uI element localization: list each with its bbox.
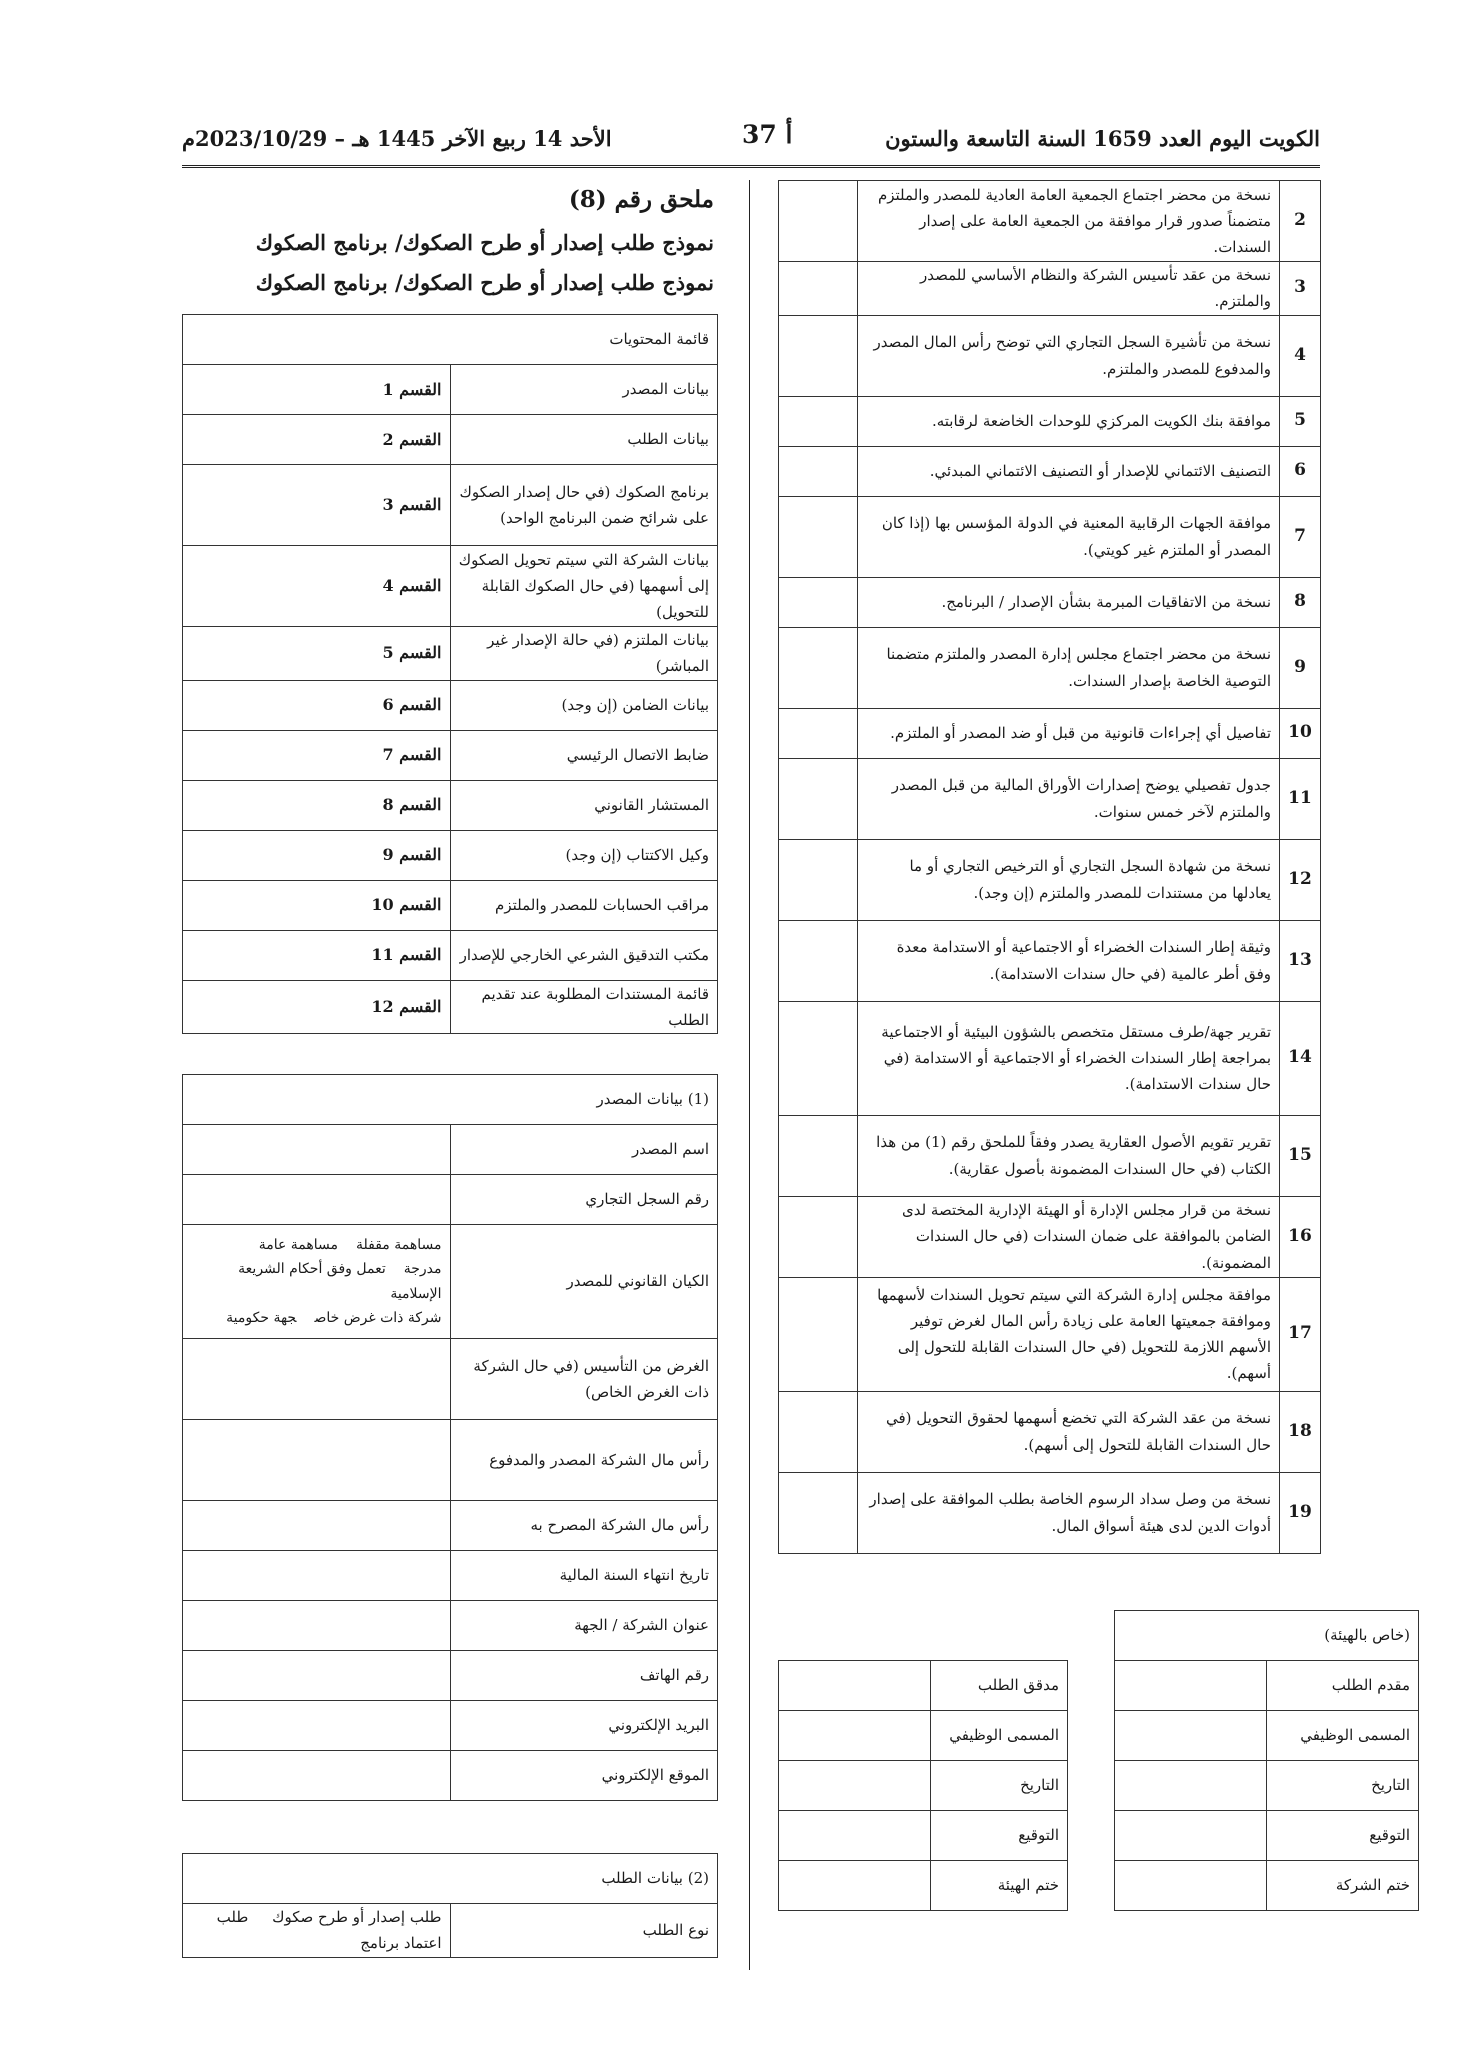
entity-option[interactable]: جهة حكومية: [226, 1310, 297, 1326]
header-rule: [182, 165, 1320, 168]
auditor-value-cell[interactable]: [779, 1811, 931, 1861]
document-row: [779, 1196, 1321, 1277]
entity-option-line: [191, 1306, 442, 1331]
document-number: 12: [1280, 839, 1321, 920]
issuer-field-label: الكيان القانوني للمصدر: [450, 1225, 718, 1339]
contents-label: ضابط الاتصال الرئيسي: [450, 730, 718, 780]
document-row: [779, 920, 1321, 1001]
document-text: موافقة بنك الكويت المركزي للوحدات الخاضعة لرقابته.: [858, 396, 1280, 446]
applicant-label: التوقيع: [1267, 1811, 1419, 1861]
document-text: جدول تفصيلي يوضح إصدارات الأوراق المالية من قبل المصدر والملتزم لآخر خمس سنوات.: [858, 758, 1280, 839]
issuer-field-label: رأس مال الشركة المصدر والمدفوع: [450, 1420, 718, 1501]
spacer-cell: [1068, 1761, 1115, 1811]
document-number: 15: [1280, 1115, 1321, 1196]
document-check-cell[interactable]: [779, 839, 858, 920]
document-check-cell[interactable]: [779, 1115, 858, 1196]
document-row: [779, 396, 1321, 446]
document-number: 2: [1280, 181, 1321, 262]
contents-label: بيانات الطلب: [450, 415, 718, 465]
entity-option[interactable]: مدرجة: [403, 1261, 442, 1277]
auditor-label: المسمى الوظيفي: [931, 1711, 1068, 1761]
document-text: تقرير جهة/طرف مستقل متخصص بالشؤون البيئية أو الاجتماعية بمراجعة إطار السندات الخضراء أو الاجتماعية أو الاستدامة (في حال سندات الاستدامة).: [858, 1001, 1280, 1115]
issuer-table: [182, 1074, 718, 1801]
document-number: 9: [1280, 627, 1321, 708]
header-page-number: أ 37: [742, 120, 793, 149]
spacer-cell: [1068, 1611, 1115, 1661]
document-number: 3: [1280, 262, 1321, 316]
header-gazette-info: الكويت اليوم العدد 1659 السنة التاسعة والستون: [885, 126, 1320, 151]
auditor-label: مدقق الطلب: [931, 1661, 1068, 1711]
issuer-field-label: البريد الإلكتروني: [450, 1701, 718, 1751]
issuer-field-label: الغرض من التأسيس (في حال الشركة ذات الغرض الخاص): [450, 1339, 718, 1420]
authority-box: [778, 1610, 1419, 1911]
request-table: [182, 1853, 718, 1958]
document-number: 16: [1280, 1196, 1321, 1277]
contents-label: بيانات الملتزم (في حالة الإصدار غير المباشر): [450, 627, 718, 681]
document-row: [779, 315, 1321, 396]
annex-subtitle-2: نموذج طلب إصدار أو طرح الصكوك/ برنامج الصكوك: [255, 270, 714, 295]
document-text: نسخة من تأشيرة السجل التجاري التي توضح رأس المال المصدر والمدفوع للمصدر والملتزم.: [858, 315, 1280, 396]
document-row: [779, 446, 1321, 496]
document-row: [779, 1115, 1321, 1196]
auditor-label: التوقيع: [931, 1811, 1068, 1861]
document-check-cell[interactable]: [779, 627, 858, 708]
contents-section: القسم 12: [183, 980, 451, 1034]
document-row: [779, 262, 1321, 316]
applicant-label: ختم الشركة: [1267, 1861, 1419, 1911]
authority-row: [779, 1661, 1419, 1711]
applicant-value-cell[interactable]: [1115, 1811, 1267, 1861]
auditor-label: التاريخ: [931, 1761, 1068, 1811]
issuer-field-value[interactable]: [183, 1701, 451, 1751]
issuer-field-value[interactable]: [183, 1175, 451, 1225]
document-text: وثيقة إطار السندات الخضراء أو الاجتماعية أو الاستدامة معدة وفق أطر عالمية (في حال سندات الاستدامة).: [858, 920, 1280, 1001]
entity-option[interactable]: تعمل وفق أحكام الشريعة الإسلامية: [238, 1261, 442, 1302]
document-number: 14: [1280, 1001, 1321, 1115]
contents-row: [183, 627, 718, 681]
document-text: نسخة من شهادة السجل التجاري أو الترخيص التجاري أو ما يعادلها من مستندات للمصدر والملتزم (إن وجد).: [858, 839, 1280, 920]
contents-section: القسم 9: [183, 830, 451, 880]
contents-label: برنامج الصكوك (في حال إصدار الصكوك على شرائح ضمن البرنامج الواحد): [450, 465, 718, 546]
contents-row: [183, 830, 718, 880]
issuer-field-value[interactable]: [183, 1551, 451, 1601]
contents-section: القسم 4: [183, 546, 451, 627]
contents-row: [183, 465, 718, 546]
issuer-field-label: اسم المصدر: [450, 1125, 718, 1175]
contents-section: القسم 1: [183, 365, 451, 415]
document-number: 13: [1280, 920, 1321, 1001]
issuer-row: [183, 1225, 718, 1339]
issuer-field-label: الموقع الإلكتروني: [450, 1751, 718, 1801]
contents-row: [183, 365, 718, 415]
contents-row: [183, 730, 718, 780]
contents-table: [182, 314, 718, 1034]
document-check-cell[interactable]: [779, 1001, 858, 1115]
entity-option[interactable]: مساهمة مقفلة: [356, 1236, 442, 1253]
document-check-cell[interactable]: [779, 577, 858, 627]
document-text: تقرير تقويم الأصول العقارية يصدر وفقاً للملحق رقم (1) من هذا الكتاب (في حال السندات المضمونة بأصول عقارية).: [858, 1115, 1280, 1196]
document-row: [779, 181, 1321, 262]
document-row: [779, 758, 1321, 839]
issuer-field-value[interactable]: [183, 1501, 451, 1551]
contents-row: [183, 780, 718, 830]
document-check-cell[interactable]: [779, 708, 858, 758]
auditor-value-cell[interactable]: [779, 1861, 931, 1911]
issuer-field-label: رقم السجل التجاري: [450, 1175, 718, 1225]
contents-label: بيانات الشركة التي سيتم تحويل الصكوك إلى أسهمها (في حال الصكوك القابلة للتحويل): [450, 546, 718, 627]
document-check-cell[interactable]: [779, 496, 858, 577]
contents-label: قائمة المستندات المطلوبة عند تقديم الطلب: [450, 980, 718, 1034]
document-row: [779, 496, 1321, 577]
contents-section: القسم 8: [183, 780, 451, 830]
contents-row: [183, 880, 718, 930]
annex-title: ملحق رقم (8): [568, 186, 714, 213]
issuer-row: [183, 1751, 718, 1801]
contents-section: القسم 7: [183, 730, 451, 780]
issuer-row: [183, 1651, 718, 1701]
contents-heading: قائمة المحتويات: [183, 315, 718, 365]
request-type-option-1[interactable]: طلب إصدار أو طرح صكوك: [272, 1908, 442, 1926]
document-text: نسخة من عقد تأسيس الشركة والنظام الأساسي للمصدر والملتزم.: [858, 262, 1280, 316]
document-number: 4: [1280, 315, 1321, 396]
applicant-value-cell[interactable]: [1115, 1761, 1267, 1811]
document-row: [779, 708, 1321, 758]
auditor-value-cell[interactable]: [779, 1661, 931, 1711]
document-text: تفاصيل أي إجراءات قانونية من قبل أو ضد المصدر أو الملتزم.: [858, 708, 1280, 758]
applicant-label: التاريخ: [1267, 1761, 1419, 1811]
authority-row: [779, 1811, 1419, 1861]
spacer-cell: [1068, 1711, 1115, 1761]
contents-row: [183, 415, 718, 465]
issuer-field-label: تاريخ انتهاء السنة المالية: [450, 1551, 718, 1601]
document-check-cell[interactable]: [779, 181, 858, 262]
contents-label: مكتب التدقيق الشرعي الخارجي للإصدار: [450, 930, 718, 980]
issuer-heading: (1) بيانات المصدر: [183, 1075, 718, 1125]
entity-option[interactable]: شركة ذات غرض خاص: [314, 1310, 442, 1326]
header-date: الأحد 14 ربيع الآخر 1445 هـ – 2023/10/29م: [182, 126, 612, 151]
issuer-row: [183, 1420, 718, 1501]
contents-section: القسم 6: [183, 680, 451, 730]
document-text: نسخة من محضر اجتماع الجمعية العامة العادية للمصدر والملتزم متضمناً صدور قرار موافقة من الجمعية العامة على إصدار السندات.: [858, 181, 1280, 262]
contents-row: [183, 930, 718, 980]
issuer-field-value[interactable]: [183, 1420, 451, 1501]
applicant-header-cell: [779, 1611, 1068, 1661]
document-text: نسخة من محضر اجتماع مجلس إدارة المصدر والملتزم متضمنا التوصية الخاصة بإصدار السندات.: [858, 627, 1280, 708]
document-check-cell[interactable]: [779, 396, 858, 446]
document-number: 5: [1280, 396, 1321, 446]
request-type-option-2[interactable]: طلب اعتماد برنامج: [216, 1908, 442, 1953]
issuer-field-value[interactable]: [183, 1651, 451, 1701]
contents-label: بيانات الضامن (إن وجد): [450, 680, 718, 730]
authority-row: [779, 1761, 1419, 1811]
authority-row: [779, 1861, 1419, 1911]
document-number: 6: [1280, 446, 1321, 496]
contents-section: القسم 10: [183, 880, 451, 930]
document-check-cell[interactable]: [779, 262, 858, 316]
document-text: نسخة من الاتفاقيات المبرمة بشأن الإصدار / البرنامج.: [858, 577, 1280, 627]
document-row: [779, 839, 1321, 920]
request-type-options[interactable]: [183, 1904, 451, 1958]
document-text: التصنيف الائتماني للإصدار أو التصنيف الائتماني المبدئي.: [858, 446, 1280, 496]
issuer-row: [183, 1501, 718, 1551]
contents-section: القسم 2: [183, 415, 451, 465]
spacer-cell: [1068, 1861, 1115, 1911]
issuer-row: [183, 1125, 718, 1175]
auditor-value-cell[interactable]: [779, 1761, 931, 1811]
issuer-row: [183, 1701, 718, 1751]
issuer-row: [183, 1339, 718, 1420]
contents-section: القسم 5: [183, 627, 451, 681]
request-type-label: نوع الطلب: [450, 1904, 718, 1958]
document-number: 10: [1280, 708, 1321, 758]
column-divider: [749, 180, 750, 1970]
page-header: [182, 120, 1320, 156]
contents-label: وكيل الاكتتاب (إن وجد): [450, 830, 718, 880]
document-row: [779, 1001, 1321, 1115]
contents-section: القسم 3: [183, 465, 451, 546]
document-check-cell[interactable]: [779, 1391, 858, 1472]
document-text: نسخة من عقد الشركة التي تخضع أسهمها لحقوق التحويل (في حال السندات القابلة للتحول إلى أسهم).: [858, 1391, 1280, 1472]
document-check-cell[interactable]: [779, 315, 858, 396]
annex-subtitle-1: نموذج طلب إصدار أو طرح الصكوك/ برنامج الصكوك: [255, 230, 714, 255]
auditor-value-cell[interactable]: [779, 1711, 931, 1761]
spacer-cell: [1068, 1811, 1115, 1861]
document-row: [779, 577, 1321, 627]
contents-label: بيانات المصدر: [450, 365, 718, 415]
contents-row: [183, 546, 718, 627]
document-number: 18: [1280, 1391, 1321, 1472]
applicant-value-cell[interactable]: [1115, 1711, 1267, 1761]
document-row: [779, 1391, 1321, 1472]
contents-label: مراقب الحسابات للمصدر والملتزم: [450, 880, 718, 930]
document-check-cell[interactable]: [779, 1196, 858, 1277]
contents-label: المستشار القانوني: [450, 780, 718, 830]
entity-option[interactable]: مساهمة عامة: [258, 1236, 338, 1253]
document-check-cell[interactable]: [779, 758, 858, 839]
document-text: نسخة من قرار مجلس الإدارة أو الهيئة الإدارية المختصة لدى الضامن بالموافقة على ضمان السندات (في حال السندات المضمونة).: [858, 1196, 1280, 1277]
document-text: موافقة الجهات الرقابية المعنية في الدولة المؤسس بها (إذا كان المصدر أو الملتزم غير كويتي).: [858, 496, 1280, 577]
applicant-label: مقدم الطلب: [1267, 1661, 1419, 1711]
issuer-field-value[interactable]: [183, 1339, 451, 1420]
document-number: 7: [1280, 496, 1321, 577]
document-check-cell[interactable]: [779, 920, 858, 1001]
document-row: [779, 1472, 1321, 1553]
applicant-value-cell[interactable]: [1115, 1861, 1267, 1911]
issuer-field-label: عنوان الشركة / الجهة: [450, 1601, 718, 1651]
document-number: 17: [1280, 1277, 1321, 1391]
document-check-cell[interactable]: [779, 1472, 858, 1553]
entity-option-line: [191, 1257, 442, 1306]
contents-section: القسم 11: [183, 930, 451, 980]
document-number: 8: [1280, 577, 1321, 627]
issuer-row: [183, 1551, 718, 1601]
applicant-label: المسمى الوظيفي: [1267, 1711, 1419, 1761]
issuer-field-value[interactable]: [183, 1125, 451, 1175]
document-row: [779, 1277, 1321, 1391]
document-check-cell[interactable]: [779, 446, 858, 496]
issuer-row: [183, 1175, 718, 1225]
request-heading: (2) بيانات الطلب: [183, 1854, 718, 1904]
issuer-field-value[interactable]: [183, 1225, 451, 1339]
document-text: نسخة من وصل سداد الرسوم الخاصة بطلب الموافقة على إصدار أدوات الدين لدى هيئة أسواق المال.: [858, 1472, 1280, 1553]
issuer-row: [183, 1601, 718, 1651]
document-text: موافقة مجلس إدارة الشركة التي سيتم تحويل السندات لأسهمها وموافقة جمعيتها العامة على زيادة رأس المال لغرض توفير الأسهم اللازمة للتحويل (في حال السندات القابلة للتحول إلى أسهم).: [858, 1277, 1280, 1391]
documents-table: [778, 180, 1321, 1554]
issuer-field-label: رأس مال الشركة المصرح به: [450, 1501, 718, 1551]
issuer-field-value[interactable]: [183, 1601, 451, 1651]
document-number: 19: [1280, 1472, 1321, 1553]
authority-box-title: (خاص بالهيئة): [1115, 1611, 1419, 1661]
spacer-cell: [1068, 1661, 1115, 1711]
document-check-cell[interactable]: [779, 1277, 858, 1391]
issuer-field-label: رقم الهاتف: [450, 1651, 718, 1701]
entity-option-line: [191, 1233, 442, 1258]
auditor-label: ختم الهيئة: [931, 1861, 1068, 1911]
applicant-value-cell[interactable]: [1115, 1661, 1267, 1711]
document-number: 11: [1280, 758, 1321, 839]
contents-row: [183, 980, 718, 1034]
contents-row: [183, 680, 718, 730]
authority-row: [779, 1711, 1419, 1761]
document-row: [779, 627, 1321, 708]
issuer-field-value[interactable]: [183, 1751, 451, 1801]
